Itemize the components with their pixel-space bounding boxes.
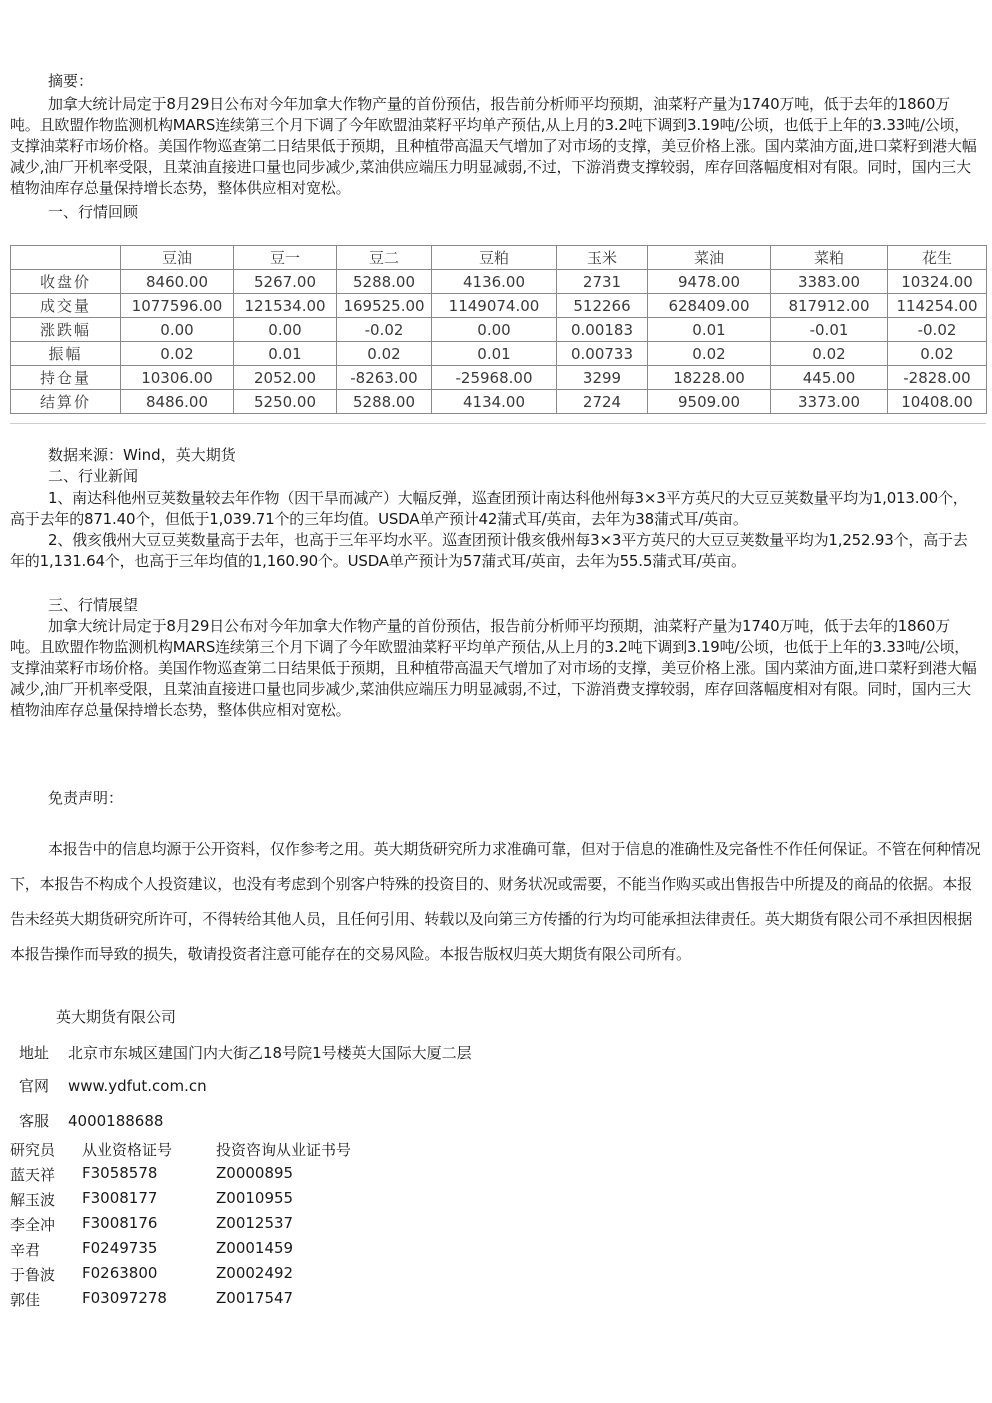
table-cell: 0.00 <box>432 318 557 342</box>
table-cell: 0.02 <box>888 342 987 366</box>
table-cell: 10324.00 <box>888 270 987 294</box>
hotline-value: 4000188688 <box>68 1112 164 1130</box>
market-table <box>10 245 987 414</box>
source-note: 数据来源：Wind，英大期货 <box>48 446 236 464</box>
disclaimer-text: 本报告中的信息均源于公开资料，仅作参考之用。英大期货研究所力求准确可靠，但对于信息的准确性及完备性不作任何保证。不管在何种情况下，本报告不构成个人投资建议，也没有考虑到个别客户特殊的投资目的、财务状况或需要，不能当作购买或出售报告中所提及的商品的依据。本报告未经英大期货研究所许可，不得转给其他人员，且任何引用、转载以及向第三方传播的行为均可能承担法律责任。英大期货有限公司不承担因根据本报告操作而导致的损失，敬请投资者注意可能存在的交易风险。本报告版权归英大期货有限公司所有。 <box>10 840 981 963</box>
section1-heading: 一、行情回顾 <box>48 203 139 221</box>
address-value: 北京市东城区建国门内大街乙18号院1号楼英大国际大厦二层 <box>68 1044 472 1062</box>
row-label: 结算价 <box>11 390 121 414</box>
table-cell: 9509.00 <box>648 390 771 414</box>
table-cell: 10306.00 <box>121 366 234 390</box>
table-cell: 5250.00 <box>234 390 337 414</box>
table-cell: 5267.00 <box>234 270 337 294</box>
table-cell: 0.00183 <box>557 318 648 342</box>
staff-consult-license: Z0012537 <box>216 1214 294 1232</box>
staff-header: 投资咨询从业证书号 <box>216 1141 352 1159</box>
table-cell: 18228.00 <box>648 366 771 390</box>
table-cell: 5288.00 <box>337 270 432 294</box>
table-cell: 817912.00 <box>771 294 888 318</box>
table-cell: 0.00 <box>234 318 337 342</box>
table-cell: 3383.00 <box>771 270 888 294</box>
staff-header: 从业资格证号 <box>82 1141 173 1159</box>
staff-license: F3058578 <box>82 1164 158 1182</box>
table-row <box>11 294 987 318</box>
table-cell: 445.00 <box>771 366 888 390</box>
table-header-row <box>11 246 987 270</box>
website-link[interactable]: www.ydfut.com.cn <box>68 1077 207 1095</box>
table-cell: 0.02 <box>337 342 432 366</box>
news-item-2: 2、俄亥俄州大豆豆荚数量高于去年，也高于三年平均水平。巡查团预计俄亥俄州每3×3平方英尺的大豆豆荚数量平均为1,252.93个，高于去年的1,131.64个，也高于三年均值的1,160.90个。USDA单产预计为57蒲式耳/英亩，去年为55.5蒲式耳/英亩。 <box>10 531 968 570</box>
hotline-label: 客服 <box>19 1112 50 1130</box>
table-row <box>11 342 987 366</box>
table-cell: -8263.00 <box>337 366 432 390</box>
table-cell: 1077596.00 <box>121 294 234 318</box>
table-header-cell: 豆粕 <box>432 246 557 270</box>
news-item-1: 1、南达科他州豆荚数量较去年作物（因干旱而减产）大幅反弹，巡查团预计南达科他州每3×3平方英尺的大豆豆荚数量平均为1,013.00个，高于去年的871.40个，但低于1,039.71个的三年均值。USDA单产预计42蒲式耳/英亩，去年为38蒲式耳/英亩。 <box>10 489 968 528</box>
table-cell: 0.02 <box>648 342 771 366</box>
table-row <box>11 366 987 390</box>
table-cell: 2052.00 <box>234 366 337 390</box>
table-cell: -0.02 <box>888 318 987 342</box>
table-cell: 0.01 <box>648 318 771 342</box>
table-header-cell: 豆一 <box>234 246 337 270</box>
table-cell: -2828.00 <box>888 366 987 390</box>
disclaimer-heading: 免责声明： <box>48 789 124 807</box>
staff-name: 郭佳 <box>10 1291 41 1309</box>
table-bottom-rule <box>10 423 986 424</box>
table-cell: 121534.00 <box>234 294 337 318</box>
table-cell: 2731 <box>557 270 648 294</box>
summary-text: 加拿大统计局定于8月29日公布对今年加拿大作物产量的首份预估，报告前分析师平均预期，油菜籽产量为1740万吨，低于去年的1860万吨。且欧盟作物监测机构MARS连续第三个月下调了今年欧盟油菜籽平均单产预估,从上月的3.2吨下调到3.19吨/公顷，也低于上年的3.33吨/公顷，支撑油菜籽市场价格。美国作物巡查第二日结果低于预期，且种植带高温天气增加了对市场的支撑，美豆价格上涨。国内菜油方面,进口菜籽到港大幅减少,油厂开机率受限，且菜油直接进口量也同步减少,菜油供应端压力明显减弱,不过，下游消费支撑较弱，库存回落幅度相对有限。同时，国内三大植物油库存总量保持增长态势，整体供应相对宽松。 <box>10 95 977 197</box>
table-cell: 114254.00 <box>888 294 987 318</box>
table-header-cell <box>11 246 121 270</box>
table-cell: 9478.00 <box>648 270 771 294</box>
table-cell: 4136.00 <box>432 270 557 294</box>
table-cell: -0.02 <box>337 318 432 342</box>
staff-name: 辛君 <box>10 1241 41 1259</box>
table-row <box>11 270 987 294</box>
table-cell: 3299 <box>557 366 648 390</box>
row-label: 涨跌幅 <box>11 318 121 342</box>
staff-consult-license: Z0010955 <box>216 1189 294 1207</box>
row-label: 持仓量 <box>11 366 121 390</box>
table-header-cell: 豆二 <box>337 246 432 270</box>
staff-license: F0249735 <box>82 1239 158 1257</box>
staff-consult-license: Z0001459 <box>216 1239 294 1257</box>
table-cell: 0.00 <box>121 318 234 342</box>
staff-consult-license: Z0017547 <box>216 1289 294 1307</box>
table-cell: 0.00733 <box>557 342 648 366</box>
table-cell: -25968.00 <box>432 366 557 390</box>
row-label: 收盘价 <box>11 270 121 294</box>
table-cell: 8460.00 <box>121 270 234 294</box>
address-label: 地址 <box>19 1044 50 1062</box>
table-header-cell: 菜粕 <box>771 246 888 270</box>
staff-license: F3008176 <box>82 1214 158 1232</box>
table-cell: 169525.00 <box>337 294 432 318</box>
staff-license: F3008177 <box>82 1189 158 1207</box>
table-cell: 1149074.00 <box>432 294 557 318</box>
section3-text: 加拿大统计局定于8月29日公布对今年加拿大作物产量的首份预估，报告前分析师平均预期，油菜籽产量为1740万吨，低于去年的1860万吨。且欧盟作物监测机构MARS连续第三个月下调了今年欧盟油菜籽平均单产预估,从上月的3.2吨下调到3.19吨/公顷，也低于上年的3.33吨/公顷，支撑油菜籽市场价格。美国作物巡查第二日结果低于预期，且种植带高温天气增加了对市场的支撑，美豆价格上涨。国内菜油方面,进口菜籽到港大幅减少,油厂开机率受限，且菜油直接进口量也同步减少,菜油供应端压力明显减弱,不过，下游消费支撑较弱，库存回落幅度相对有限。同时，国内三大植物油库存总量保持增长态势，整体供应相对宽松。 <box>10 617 977 719</box>
staff-consult-license: Z0000895 <box>216 1164 294 1182</box>
table-cell: 628409.00 <box>648 294 771 318</box>
staff-name: 于鲁波 <box>10 1266 56 1284</box>
staff-license: F03097278 <box>82 1289 167 1307</box>
staff-consult-license: Z0002492 <box>216 1264 294 1282</box>
table-row <box>11 318 987 342</box>
table-cell: 8486.00 <box>121 390 234 414</box>
section3-heading: 三、行情展望 <box>48 596 139 614</box>
staff-name: 蓝天祥 <box>10 1166 56 1184</box>
company-name: 英大期货有限公司 <box>56 1008 177 1026</box>
staff-license: F0263800 <box>82 1264 158 1282</box>
staff-header: 研究员 <box>10 1141 56 1159</box>
table-cell: 2724 <box>557 390 648 414</box>
table-cell: 10408.00 <box>888 390 987 414</box>
website-label: 官网 <box>19 1077 50 1095</box>
section2-heading: 二、行业新闻 <box>48 467 139 485</box>
row-label: 振幅 <box>11 342 121 366</box>
table-cell: 0.01 <box>234 342 337 366</box>
table-header-cell: 花生 <box>888 246 987 270</box>
table-header-cell: 菜油 <box>648 246 771 270</box>
table-header-cell: 玉米 <box>557 246 648 270</box>
summary-heading: 摘要： <box>48 72 94 90</box>
table-cell: -0.01 <box>771 318 888 342</box>
row-label: 成交量 <box>11 294 121 318</box>
table-cell: 5288.00 <box>337 390 432 414</box>
staff-name: 李全冲 <box>10 1216 56 1234</box>
table-cell: 0.02 <box>121 342 234 366</box>
table-cell: 0.01 <box>432 342 557 366</box>
table-cell: 0.02 <box>771 342 888 366</box>
table-cell: 3373.00 <box>771 390 888 414</box>
table-header-cell: 豆油 <box>121 246 234 270</box>
staff-name: 解玉波 <box>10 1191 56 1209</box>
table-cell: 512266 <box>557 294 648 318</box>
table-cell: 4134.00 <box>432 390 557 414</box>
table-row <box>11 390 987 414</box>
